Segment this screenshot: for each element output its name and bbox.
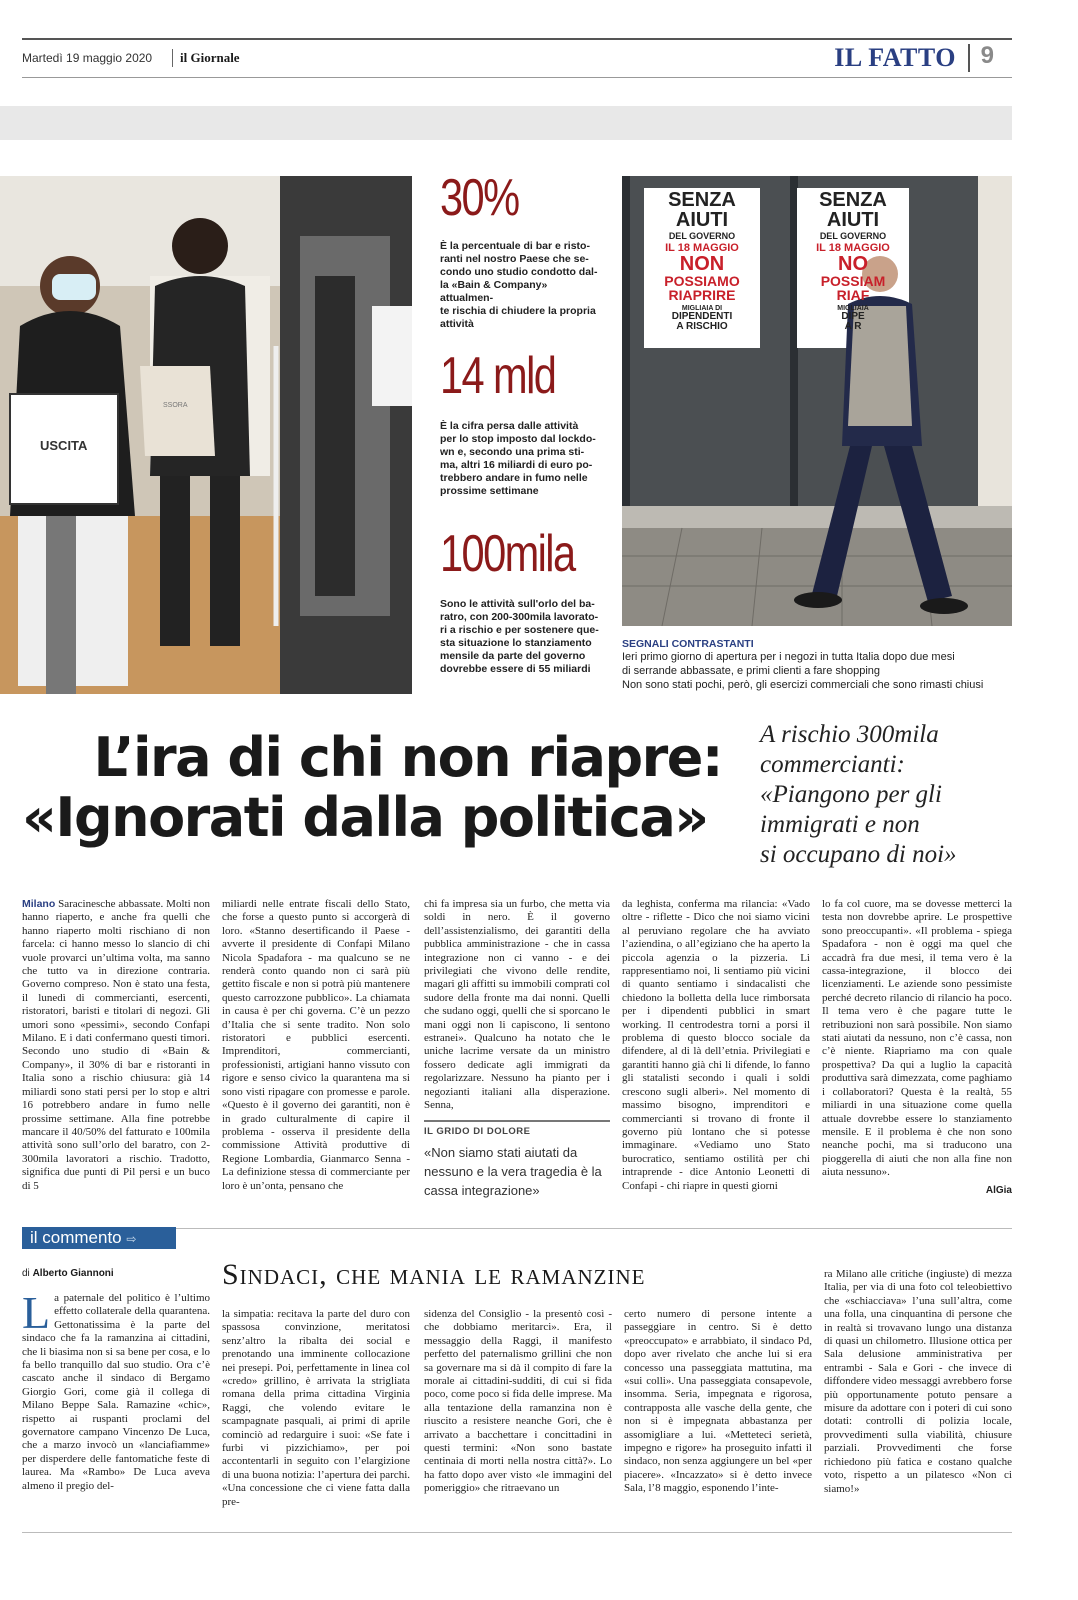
poster-line: MIGLIAIA DI [681,305,723,312]
pull-quote-text: «Non siamo stati aiutati da nessuno e la vera tragedia è la cassa integrazione» [424,1145,602,1198]
poster-line: AIUTI [675,209,729,231]
stat-line: attività [440,318,474,330]
caption-line: Ieri primo giorno di apertura per i negozi in tutta Italia dopo due mesi [622,651,955,663]
poster-line: AIUTI [826,209,880,231]
stat-line: Sono le attività sull'orlo del ba- [440,598,595,610]
commento-column-3 [424,1308,612,1496]
article-text: miliardi nelle entrate fiscali dello Stato, che forse a questo punto si accorgerà di loro. «Stanno desertificando il Paese - avverte il presidente di Confapi Milano Nicola Spadafora - ma qualcuno se ne renderà conto quando non ci sarà più gettito fiscale e non si potrà più mantenere questo carrozzone pubblico». La chiamata in causa è per chi governa. C’è un pezzo d’Italia che si sente tradito. Non solo ristoratori e pubblici esercenti. Imprenditori, commercianti, professionisti, artigiani hanno vissuto con rigore e senso civico la quarantena ma si sono visti ripagare con promesse e parole. «Questo è il governo dei garantiti, non è in grado culturalmente di capire il problema - osserva il presidente della commissione Attività produttive di Regione Lombardia, Gianmarco Senna - La definizione stessa di commerciante per loro è un’onta, pensano che [222,898,410,1192]
issue-date: Martedì 19 maggio 2020 [22,51,153,65]
author-prefix: di [22,1268,30,1279]
poster-line: SENZA [668,189,736,211]
subhead-line: si occupano di noi» [760,841,957,868]
stat-line: ri a rischio e per sostenere que- [440,624,599,636]
stat-14-mld: 14 mld [440,347,556,405]
photo-store-interior [0,176,412,694]
author-name: Alberto Giannoni [32,1268,114,1279]
commento-column-1 [22,1287,210,1493]
commento-text: a paternale del politico è l’ultimo effetto collaterale della quarantena. Gettonatissima è la parte del sindaco che fa la ramanzina ai cittadini, che li biasima non si sa bene per cosa, e lo fa bello tranquillo dal suo studio. Ora c’è cascato anche il sindaco di Bergamo Giorgio Gori, come già il collega di Milano Beppe Sala. Ramazine «chic», rispetto ai ruspanti proclami del governatore campano Vincenzo De Luca, che a marzo invocò un «lanciafiamme» per disperdere delle fantomatiche feste di laurea. Ma «Rambo» De Luca aveva almeno il pregio del- [22,1292,210,1492]
stat-100mila-text [440,598,600,676]
stat-line: prossime settimane [440,485,539,497]
poster-line: A RISCHIO [676,321,728,332]
article-column-1 [22,898,210,1193]
headline-line-2: «Ignorati dalla politica» [22,786,708,849]
subhead-line: A rischio 300mila [760,721,939,748]
commento-text: sidenza del Consiglio - la presentò così - che dobbiamo meritarci». Era, il messaggio della Raggi, il manifesto perfetto del paternalismo grillini che non sa governare ma si dà il compito di fare la morale ai cittadini-sudditi, di cui si fida poco, come poco si fida delle imprese. Ma alla tentazione della ramanzina non è riuscito a resistere neanche Gori, che è arrivato a bacchettare i concittadini in questi termini: «Non sono bastate centinaia di morti nella nostra città?». Lo ha fatto dopo aver visto «le immagini del pomeriggio» che ritraevano un [424,1308,612,1495]
poster-line: SENZA [819,189,887,211]
poster-line: IL 18 MAGGIO [816,242,890,254]
pull-quote [424,1120,610,1200]
stat-line: wn e, secondo una prima sti- [440,446,585,458]
arrow-right-icon: ⇨ [126,1232,137,1246]
commento-text: ra Milano alle critiche (ingiuste) di mezza Italia, per via di una foto col teleobiettivo che «schiacciava» l’una sull’altra, come una folla, una cinquantina di persone che in realtà si trovavano lungo una distanza di quasi un chilometro. Illusione ottica per Sala delusione amministrativa per entrambi - Sala e Gori - che invece di diffondere video messaggi avrebbero forse più opportunamente potuto pensare a misure da adottare con i poteri di cui sono dotati: controlli di polizia locale, provvedimenti sulla viabilità, chiusure parziali. Provvedimenti che forse richiedono più fatica e costano qualche voto, rispetto a un pilatesco «Non ci siamo!» [824,1268,1012,1495]
commento-column-4 [624,1308,812,1496]
stat-line: la «Bain & Company» attualmen- [440,279,548,304]
poster-line: NO [838,253,868,275]
poster-line: DIPE [841,311,865,322]
stat-100mila: 100mila [440,525,575,583]
stat-line: te rischia di chiudere la propria [440,305,596,317]
author-signature: AlGia [985,1184,1012,1196]
commento-text: la simpatia: recitava la parte del duro con spassosa convinzione, meritatosi senz’altro la ribalta dei social e prenotando una imminente collocazione nei presepi. Poi, perfettamente in linea col «credo» grillino, è arrivata la strigliata romana della prima cittadina Virginia Raggi, che volendo evitare le scampagnate pasquali, ai primi di aprile cominciò ad redarguire i suoi: «Se fate i furbi vi pizzichiamo», per poi accontentarli in seguito con l’elargizione di una buona notizia: l’apertura dei parchi. «Una concessione che ci viene fatta dalla pre- [222,1308,410,1508]
section-title: IL FATTO [834,43,956,72]
article-column-3 [424,898,610,1113]
article-column-4 [622,898,810,1193]
stat-line: È la cifra persa dalle attività [440,420,579,432]
poster-line: MIGLIAIA [837,305,869,312]
poster-line: RIAPRIRE [668,287,736,303]
poster-line: POSSIAMO [664,273,740,289]
exit-sign-label: USCITA [40,438,88,453]
page-header [22,38,1012,78]
poster-line: A R [844,321,862,332]
poster-line: DIPENDENTI [671,311,733,322]
commento-author [22,1268,114,1279]
page-number: 9 [980,42,994,69]
photo-closed-shop [622,176,1012,626]
stat-line: ratro, con 200-300mila lavorato- [440,611,599,623]
article-text: lo fa col cuore, ma se dovesse metterci la testa non dovrebbe aprire. Le prospettive sono preoccupanti». «Il problema - spiega Spadafora - non è oggi ma quel che accadrà fra due mesi, il tema vero è la cassa-integrazione, il blocco dei licenziamenti. Le aziende sono pessimiste perché decreto rilancio di rilancio ha poco. Il tema vero è che pagare tutte le retribuzioni non sarà possibile. Non siamo stati aiutati da nessuno, non c’è cassa, non c’è niente. Riapriamo ma con quale prospettiva? Da qui a luglio la capacità produttiva sarà dimezzata, come paghiamo i collaboratori? Questa è la realtà, 55 miliardi in una situazione come quella attuale dovrebbe essere lo stanziamento mensile. E il problema è che non sono neanche pochi, ma si traducono una pioggerella di aiuti che non alla fine non aiuta nessuno». [822,898,1012,1179]
caption-line: di serrande abbassate, e primi clienti a fare shopping [622,665,881,677]
subhead-line: immigrati e non [760,811,920,838]
stat-line: mensile da parte del governo [440,650,586,662]
commento-tab [22,1227,176,1249]
poster-line: POSSIAM [820,273,886,289]
article-text: chi fa impresa sia un furbo, che metta via soldi in nero. È il governo dell’assistenzialismo, dei garantiti della pubblica amministrazione - che in cassa integrazione non ci vanno - e dei privilegiati che vivono delle rendite, magari gli affitti su immobili comprati col sudore della fronte ma dai nonni. Quelli che sudano oggi, quelli che si sporcano le mani oggi non li capiscono, li sentono estranei». Qualcuno ha notato che le uniche lacrime versate da un ministro fossero dedicate agli immigrati da regolarizzare. Nessuno ha pianto per i negozianti italiani alla disperazione. Senna, [424,898,610,1112]
stat-line: È la percentuale di bar e risto- [440,240,590,252]
subheadline [760,720,1020,870]
poster-line: DEL GOVERNO [668,231,736,241]
bag-label: SSORA [163,402,188,409]
store-illustration [0,176,412,694]
poster-left [644,190,760,332]
article-column-5 [822,898,1012,1197]
header-divider-right [968,44,970,72]
main-headline [22,728,742,848]
subhead-line: «Piangono per gli [760,781,942,808]
stat-line: sta situazione lo stanziamento [440,637,592,649]
stat-14-text [440,420,600,498]
article-column-2 [222,898,410,1193]
stat-line: per lo stop imposto dal lockdo- [440,433,596,445]
subhead-line: commercianti: [760,751,905,778]
bottom-rule [22,1532,1012,1533]
commento-text: certo numero di persone intente a passeggiare in centro. Si è detto «preoccupato» e arrabbiato, il sindaco Pd, dopo aver rivelato che anche lui si era concesso una passeggiata mattutina, ma «sui colli». Una passeggiata consapevole, insomma. Seria, impegnata e rigorosa, contrapposta alle vasche della gente, che non si è impegnata abbastanza per assomigliare a lui. «Metteteci serietà, impegno e rigore» ha proseguito infatti il sindaco, non senza aggiungere un bel «per piacere». «Incazzato» si è detto invece Sala, l’8 maggio, esponendo l’inte- [624,1308,812,1495]
stat-line: ma, altri 16 miliardi di euro po- [440,459,593,471]
poster-line: DEL GOVERNO [819,231,887,241]
dateline: Milano [22,898,56,910]
article-text: Saracinesche abbassate. Molti non hanno riaperto, e anche fra quelli che hanno riaperto molti rischiano di non farcela: ci hanno messo lo slancio di chi vuole provarci un’ultima volta, ma sanno che tutto va in direzione contraria. Governo compreso. Non è stato una festa, il lunedì di commercianti, esercenti, ristoratori, baristi e titolari di negozi. Gli umori sono «pessimi», secondo Confapi Milano. E i dati confermano questi timori. Secondo uno studio di «Bain & Company», il 30% di bar e ristoranti in Italia sono a rischio chiusura: già 14 miliardi sono stati persi per lo stop e altri 16 potrebbero andare in fumo nelle prossime settimane. Alla fine potrebbe mancare il 40/50% del fatturato e 100mila attività sono sull’orlo del baratro, con 2-300mila lavoratori a rischio. Tradotto, significa due punti di Pil persi e un buco di 5 [22,898,210,1192]
caption-title: SEGNALI CONTRASTANTI [622,638,754,650]
header-divider [172,49,173,67]
commento-column-2 [222,1308,410,1509]
poster-line: NON [679,253,725,275]
article-text: da leghista, conferma ma rilancia: «Vado oltre - riflette - Dico che noi siamo vicini al peruviano regolare che ha avviato l’aziendina, o all’egiziano che ha aperto la piccola agenzia o la pizzeria. Li rappresentiamo noi, li sentiamo più vicini di quanto sentiamo i sindacalisti che chiedono la bolletta della luce rimborsata per i dipendenti pubblici in smart working. Il centrodestra torni a porsi il problema di questo blocco sociale da difendere, al di là dell’etnia. Privilegiati e garantiti hanno già chi li difende, lo fanno gli statalisti secondo i quali i soldi crescono sugli alberi». Nel momento di massimo bisogno, imprenditori e commercianti si trovano di fronte il governo più lontano che si potesse immaginare. «Vediamo uno Stato burocratico, sentiamo ostilità per chi intraprende - dice Antonio Leonetti di Confapi - chi riapre in questi giorni [622,898,810,1192]
commento-title: Sindaci, che mania le ramanzine [222,1258,646,1291]
poster-right [797,190,909,332]
stat-line: condo uno studio condotto dal- [440,266,598,278]
stat-line: dovrebbe essere di 55 miliardi [440,663,591,675]
poster-line: RIAF [836,287,870,303]
stat-30-percent: 30% [440,169,519,227]
stat-line: ranti nel nostro Paese che se- [440,253,589,265]
commento-column-5 [824,1268,1012,1496]
grey-band [0,106,1012,140]
stat-line: trebbero andare in fumo nelle [440,472,588,484]
commento-label: il commento [30,1228,122,1247]
pull-quote-title: IL GRIDO DI DOLORE [424,1126,531,1137]
stat-30-text [440,240,600,331]
headline-line-1: L’ira di chi non riapre: [93,726,722,789]
newspaper-name: il Giornale [180,50,240,65]
caption-line: Non sono stati pochi, però, gli esercizi commerciali che sono rimasti chiusi [622,679,984,691]
poster-line: IL 18 MAGGIO [665,242,739,254]
drop-cap: L [22,1287,51,1338]
